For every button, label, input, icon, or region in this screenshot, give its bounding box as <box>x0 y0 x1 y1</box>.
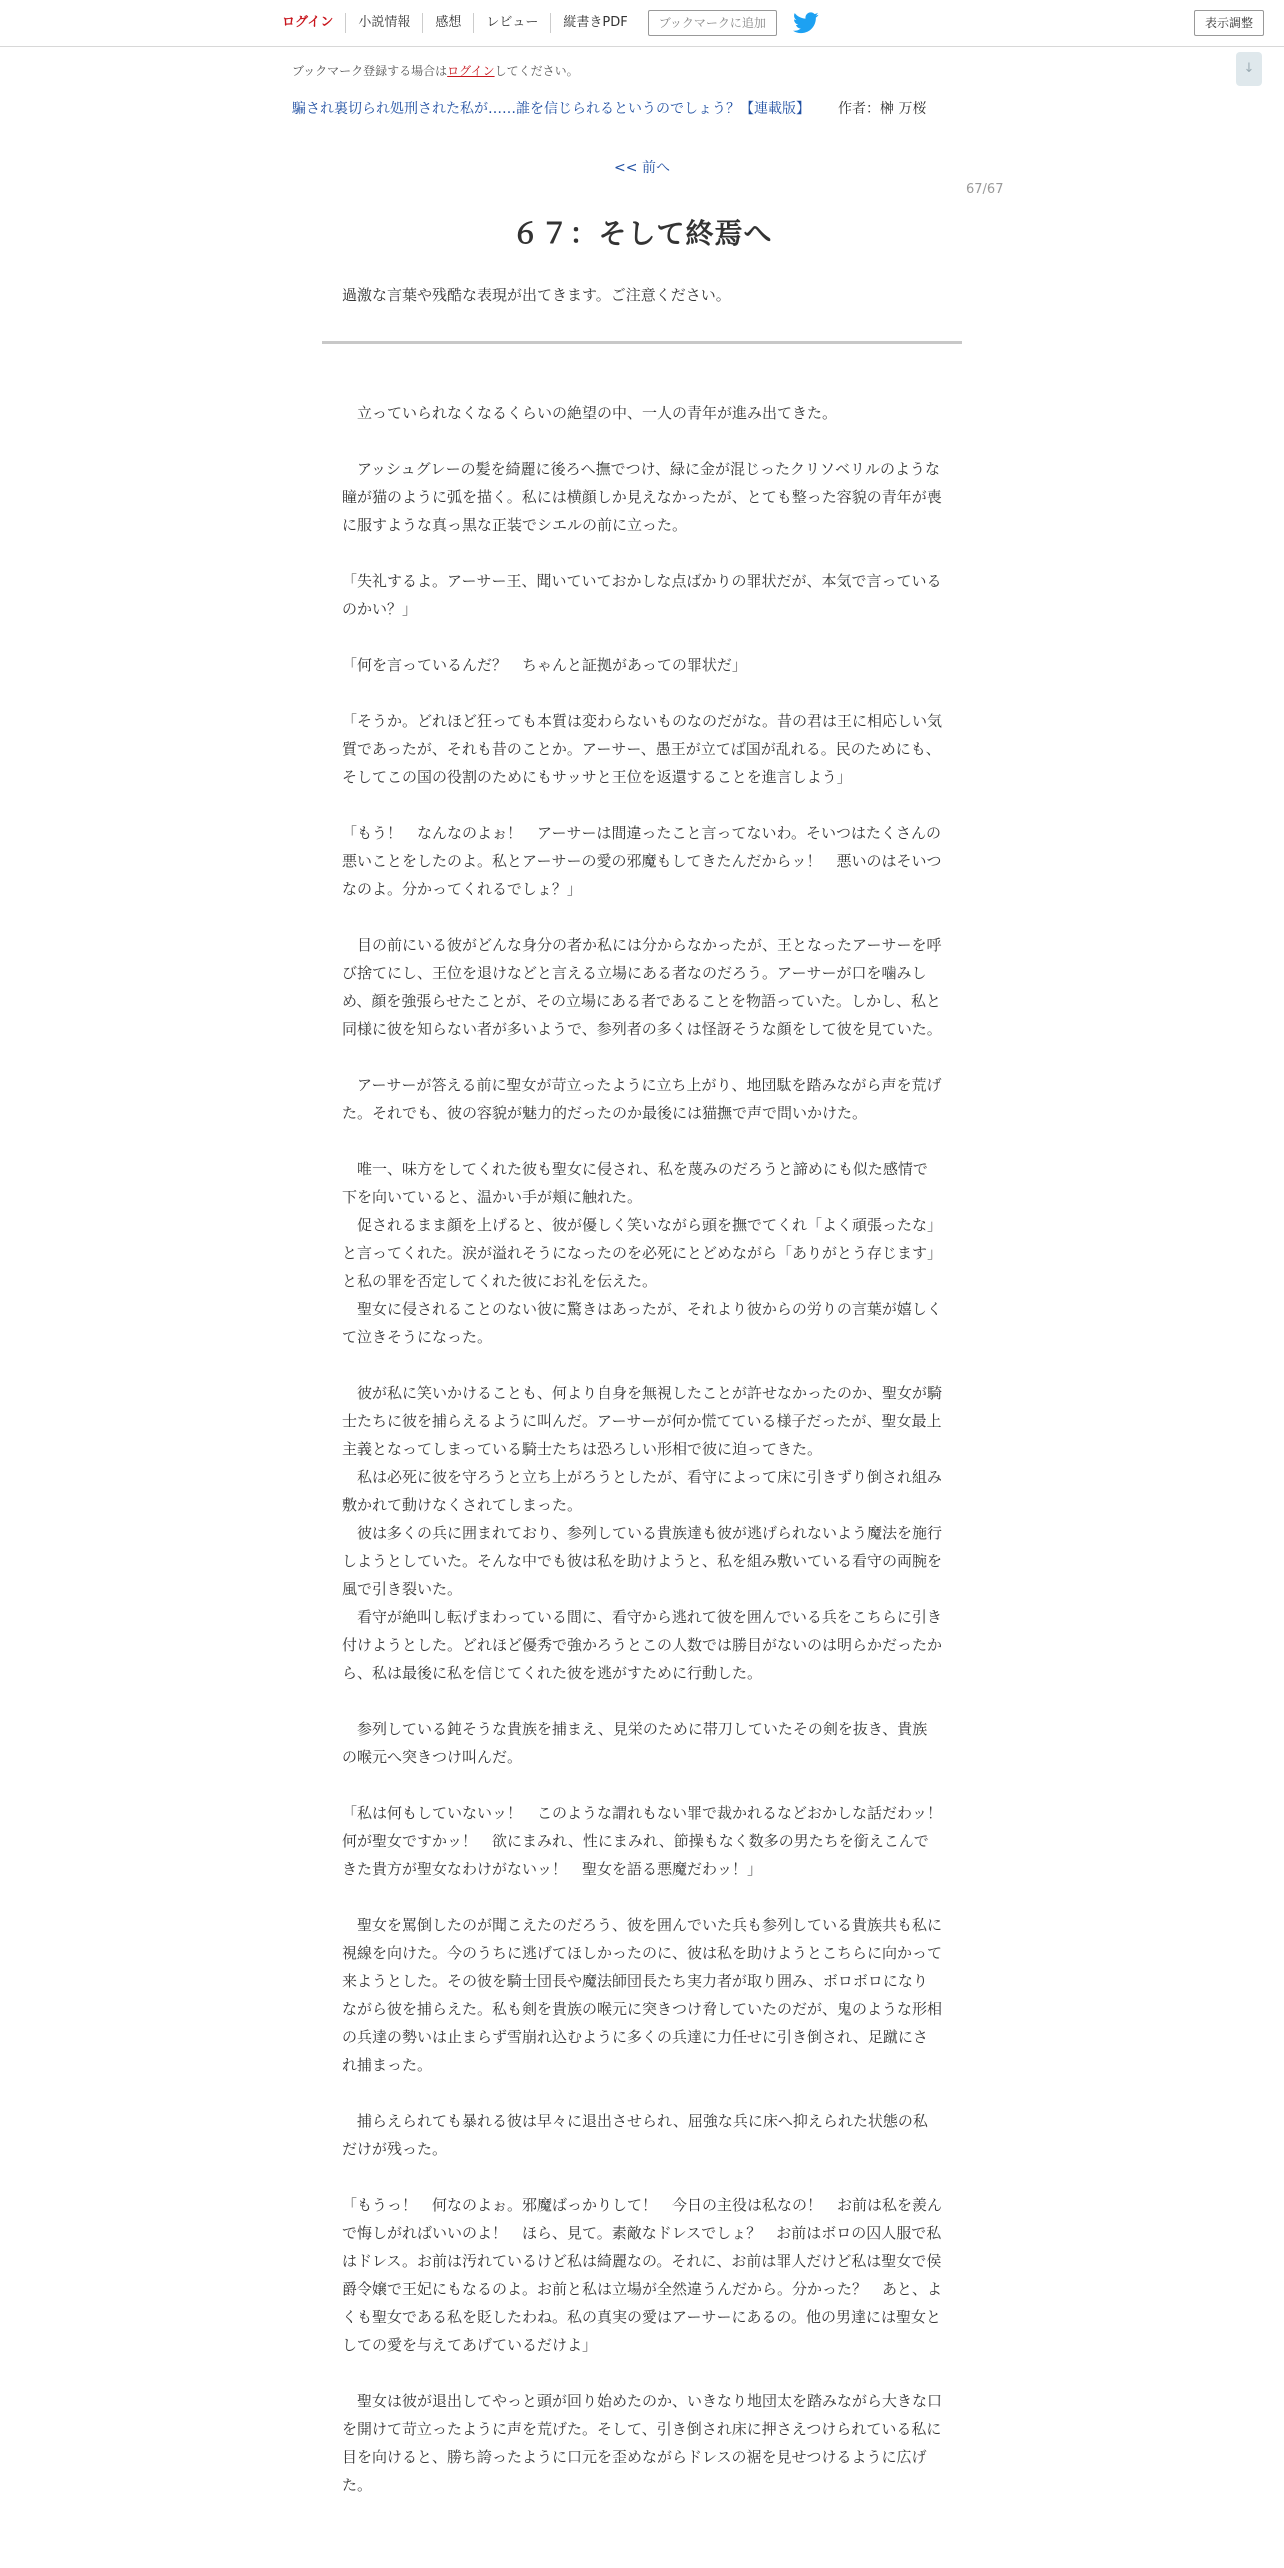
twitter-bird-icon[interactable] <box>793 12 819 34</box>
body-paragraph: 促されるまま顔を上げると、彼が優しく笑いながら頭を撫でてくれ「よく頑張ったな」と言ってくれた。涙が溢れそうになったのを必死にとどめながら「ありがとう存じます」と私の罪を否定してくれた彼にお礼を伝えた。 <box>342 1216 943 1290</box>
review-link[interactable]: レビュー <box>473 13 550 33</box>
body-paragraph: 捕らえられても暴れる彼は早々に退出させられ、屈強な兵に床へ抑えられた状態の私だけが残った。 <box>342 2112 928 2158</box>
blank-line <box>342 791 942 819</box>
blank-line <box>342 1351 942 1379</box>
body-paragraph: アッシュグレーの髪を綺麗に後ろへ撫でつけ、緑に金が混じったクリソベリルのような瞳が猫のように弧を描く。私には横顔しか見えなかったが、とても整った容貌の青年が喪に服すような真っ黒な正装でシエルの前に立った。 <box>342 460 942 534</box>
blank-line <box>342 2359 942 2387</box>
body-paragraph: 彼は多くの兵に囲まれており、参列している貴族達も彼が逃げられないよう魔法を施行しようとしていた。そんな中でも彼は私を助けようと、私を組み敷いている看守の両腕を風で引き裂いた。 <box>342 1524 943 1598</box>
top-navigation-bar <box>0 0 1284 47</box>
blank-line <box>342 2079 942 2107</box>
body-paragraph: 聖女を罵倒したのが聞こえたのだろう、彼を囲んでいた兵も参列している貴族共も私に視線を向けた。今のうちに逃げてほしかったのに、彼は私を助けようとこちらに向かって来ようとした。その彼を騎士団長や魔法師団長たち実力者が取り囲み、ボロボロになりながら彼を捕らえた。私も剣を貴族の喉元に突きつけ脅していたのだが、鬼のような形相の兵達の勢いは止まらず雪崩れ込むように多くの兵達に力任せに引き倒され、足蹴にされ捕まった。 <box>342 1916 943 2074</box>
body-paragraph: アーサーが答える前に聖女が苛立ったように立ち上がり、地団駄を踏みながら声を荒げた。それでも、彼の容貌が魅力的だったのか最後には猫撫で声で問いかけた。 <box>342 1076 942 1122</box>
scroll-down-button[interactable]: ↓ <box>1236 52 1262 86</box>
body-paragraph: 「失礼するよ。アーサー王、聞いていておかしな点ばかりの罪状だが、本気で言っているのかい？」 <box>342 572 942 618</box>
blank-line <box>342 903 942 931</box>
chapter-title: ６７：そして終焉へ <box>511 217 773 250</box>
chapter-preface: 過激な言葉や残酷な表現が出てきます。ご注意ください。 <box>342 286 731 304</box>
body-paragraph: 唯一、味方をしてくれた彼も聖女に侵され、私を蔑みのだろうと諦めにも似た感情で下を向いていると、温かい手が頬に触れた。 <box>342 1160 928 1206</box>
page-count: 67/67 <box>966 182 1004 197</box>
login-note-before: ブックマーク登録する場合は <box>292 64 448 78</box>
body-paragraph: 「もう！ なんなのよぉ！ アーサーは間違ったこと言ってないわ。そいつはたくさんの悪いことをしたのよ。私とアーサーの愛の邪魔もしてきたんだからッ！ 悪いのはそいつなのよ。分かってくれるでしょ？」 <box>342 824 942 898</box>
impressions-link[interactable]: 感想 <box>422 13 473 33</box>
body-paragraph: 彼が私に笑いかけることも、何より自身を無視したことが許せなかったのか、聖女が騎士たちに彼を捕らえるように叫んだ。アーサーが何か慌てている様子だったが、聖女最上主義となってしまっている騎士たちは恐ろしい形相で彼に迫ってきた。 <box>342 1384 943 1458</box>
vertical-pdf-link[interactable]: 縦書きPDF <box>550 13 639 33</box>
blank-line <box>342 1687 942 1715</box>
body-paragraph: 「そうか。どれほど狂っても本質は変わらないものなのだがな。昔の君は王に相応しい気質であったが、それも昔のことか。アーサー、愚王が立てば国が乱れる。民のためにも、そしてこの国の役割のためにもサッサと王位を返還することを進言しよう」 <box>342 712 943 786</box>
body-paragraph: 「何を言っているんだ？ ちゃんと証拠があっての罪状だ」 <box>342 656 747 674</box>
body-paragraph: 聖女に侵されることのない彼に驚きはあったが、それより彼からの労りの言葉が嬉しくて泣きそうになった。 <box>342 1300 942 1346</box>
main-nav <box>272 0 819 46</box>
body-paragraph: 看守が絶叫し転げまわっている間に、看守から逃れて彼を囲んでいる兵をこちらに引き付けようとした。どれほど優秀で強かろうとこの人数では勝目がないのは明らかだったから、私は最後に私を信じてくれた彼を逃がすために行動した。 <box>342 1608 943 1682</box>
login-note-link[interactable]: ログイン <box>447 64 495 78</box>
body-paragraph: 参列している鈍そうな貴族を捕まえ、見栄のために帯刀していたその剣を抜き、貴族の喉元へ突きつけ叫んだ。 <box>342 1720 928 1766</box>
body-paragraph: 「もうっ！ 何なのよぉ。邪魔ばっかりして！ 今日の主役は私なの！ お前は私を羨んで悔しがればいいのよ！ ほら、見て。素敵なドレスでしょ？ お前はボロの囚人服で私はドレス。お前は汚れているけど私は綺麗なの。それに、お前は罪人だけど私は聖女で侯爵令嬢で王妃にもなるのよ。お前と私は立場が全然違うんだから。分かった？ あと、よくも聖女である私を貶したわね。私の真実の愛はアーサーにあるの。他の男達には聖女としての愛を与えてあげているだけよ」 <box>342 2196 943 2354</box>
preface-divider <box>322 341 962 344</box>
novel-info-link[interactable]: 小説情報 <box>345 13 422 33</box>
prev-page-link[interactable]: << 前へ <box>614 160 670 176</box>
novel-title-link[interactable]: 騙され裏切られ処刑された私が……誰を信じられるというのでしょう？【連載版】 <box>292 101 810 117</box>
body-paragraph: 私は必死に彼を守ろうと立ち上がろうとしたが、看守によって床に引きずり倒され組み敷かれて動けなくされてしまった。 <box>342 1468 943 1514</box>
prev-link-container <box>0 157 1284 177</box>
display-settings-button[interactable]: 表示調整 <box>1194 10 1264 36</box>
login-note <box>292 62 579 79</box>
body-paragraph: 目の前にいる彼がどんな身分の者か私には分からなかったが、王となったアーサーを呼び捨てにし、王位を退けなどと言える立場にある者なのだろう。アーサーが口を噛みしめ、顔を強張らせたことが、その立場にある者であることを物語っていた。しかし、私と同様に彼を知らない者が多いようで、参列者の多くは怪訝そうな顔をして彼を見ていた。 <box>342 936 942 1038</box>
blank-line <box>342 1883 942 1911</box>
blank-line <box>342 623 942 651</box>
blank-line <box>342 2163 942 2191</box>
author-label: 作者：榊 万桜 <box>838 101 927 117</box>
blank-line <box>342 1127 942 1155</box>
chapter-body <box>342 399 958 2499</box>
blank-line <box>342 1043 942 1071</box>
add-bookmark-button[interactable]: ブックマークに追加 <box>648 10 777 36</box>
body-paragraph: 立っていられなくなるくらいの絶望の中、一人の青年が進み出てきた。 <box>342 404 838 422</box>
login-note-after: してください。 <box>494 64 579 78</box>
blank-line <box>342 1771 942 1799</box>
body-paragraph: 「私は何もしていないッ！ このような謂れもない罪で裁かれるなどおかしな話だわッ！ 何が聖女ですかッ！ 欲にまみれ、性にまみれ、節操もなく数多の男たちを銜えこんできた貴方が聖女なわけがないッ！ 聖女を語る悪魔だわッ！」 <box>342 1804 958 1878</box>
blank-line <box>342 427 942 455</box>
login-link[interactable]: ログイン <box>282 15 334 30</box>
body-paragraph: 聖女は彼が退出してやっと頭が回り始めたのか、いきなり地団太を踏みながら大きな口を開けて苛立ったように声を荒げた。そして、引き倒され床に押さえつけられている私に目を向けると、勝ち誇ったように口元を歪めながらドレスの裾を見せつけるように広げた。 <box>342 2392 943 2494</box>
blank-line <box>342 679 942 707</box>
blank-line <box>342 539 942 567</box>
